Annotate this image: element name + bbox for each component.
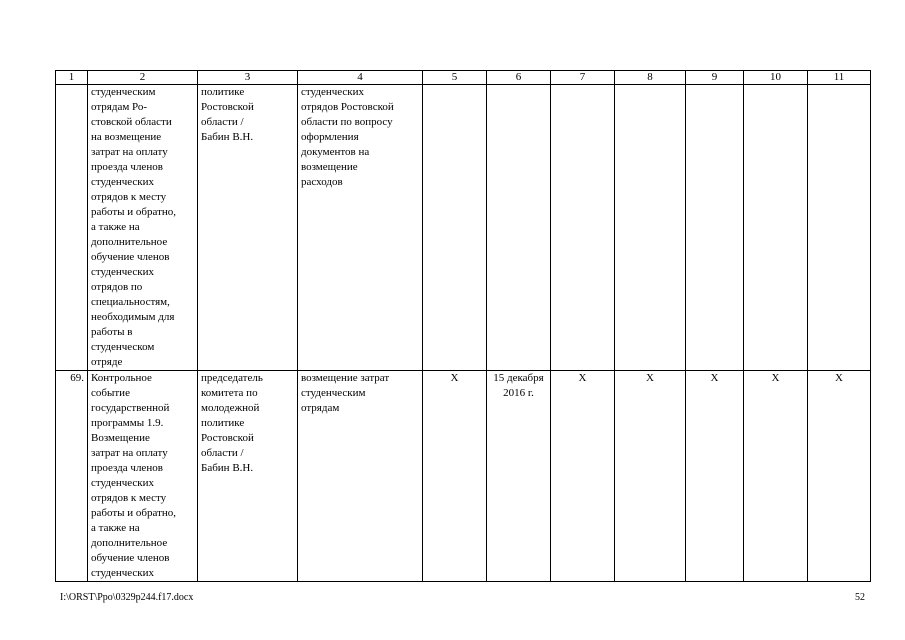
responsible-cell: председатель комитета по молодежной политике Ростовской области / Бабин В.Н. xyxy=(198,371,298,582)
row-number-cell: 69. xyxy=(56,371,88,582)
expected-result-cell: студенческих отрядов Ростовской области по вопросу оформления документов на возмещение расходов xyxy=(298,85,423,371)
table-cell: Х xyxy=(744,371,808,582)
table-row xyxy=(56,371,871,582)
page-number: 52 xyxy=(855,592,865,603)
table-cell: Х xyxy=(808,371,871,582)
column-number: 3 xyxy=(198,71,298,85)
responsible-cell: политике Ростовской области / Бабин В.Н. xyxy=(198,85,298,371)
column-number: 2 xyxy=(88,71,198,85)
table-cell xyxy=(423,85,487,371)
table-cell xyxy=(551,85,615,371)
column-number: 11 xyxy=(808,71,871,85)
table-cell xyxy=(808,85,871,371)
footer-file-path: I:\ORST\Ppo\0329p244.f17.docx xyxy=(60,592,194,603)
column-number: 9 xyxy=(686,71,744,85)
event-name-cell: студенческим отрядам Ро- стовской области на возмещение затрат на оплату проезда членов студенческих отрядов к месту работы и обратно, а также на дополнительное обучение членов студенческих отрядов по специальностям, необходимым для работы в студенческом отряде xyxy=(88,85,198,371)
date-cell xyxy=(487,85,551,371)
document-table xyxy=(55,70,871,582)
table-cell: Х xyxy=(423,371,487,582)
table-cell: Х xyxy=(686,371,744,582)
table-row xyxy=(56,85,871,371)
table-cell: Х xyxy=(615,371,686,582)
column-number: 10 xyxy=(744,71,808,85)
column-number: 5 xyxy=(423,71,487,85)
row-number-cell xyxy=(56,85,88,371)
table-cell xyxy=(744,85,808,371)
date-cell: 15 декабря 2016 г. xyxy=(487,371,551,582)
table-header-row xyxy=(56,71,871,85)
table-cell xyxy=(615,85,686,371)
event-name-cell: Контрольное событие государственной программы 1.9. Возмещение затрат на оплату проезда членов студенческих отрядов к месту работы и обратно, а также на дополнительное обучение членов студенческих xyxy=(88,371,198,582)
column-number: 1 xyxy=(56,71,88,85)
table-cell: Х xyxy=(551,371,615,582)
column-number: 8 xyxy=(615,71,686,85)
column-number: 7 xyxy=(551,71,615,85)
expected-result-cell: возмещение затрат студенческим отрядам xyxy=(298,371,423,582)
column-number: 4 xyxy=(298,71,423,85)
table-cell xyxy=(686,85,744,371)
column-number: 6 xyxy=(487,71,551,85)
